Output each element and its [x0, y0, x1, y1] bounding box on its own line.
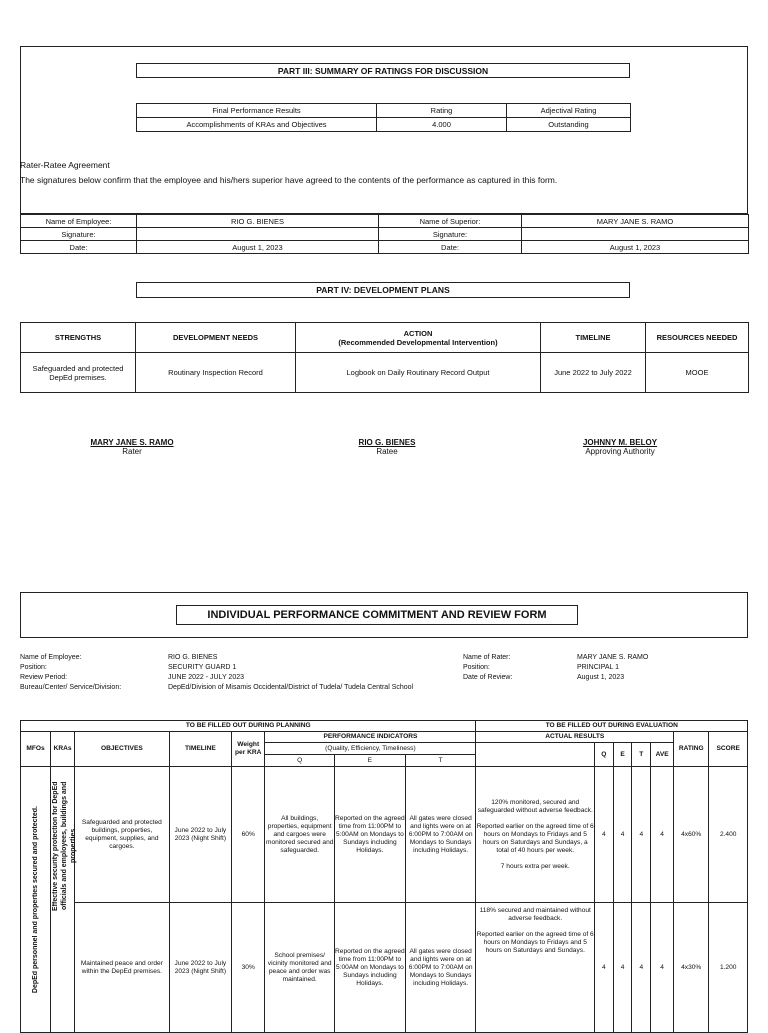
col-pi-e: E: [335, 755, 406, 767]
part4-header: STRENGTHS: [21, 323, 136, 353]
col-score: SCORE: [709, 732, 748, 767]
col-timeline: TIMELINE: [169, 732, 231, 767]
objective-cell: Maintained peace and order within the DepEd premises.: [75, 903, 170, 1033]
indicator-q-cell: School premises/ vicinity monitored and peace and order was maintained.: [265, 903, 335, 1033]
info-value: RIO G. BIENES: [168, 654, 218, 661]
signatory-name: MARY JANE S. RAMO: [90, 438, 174, 447]
score-cell: 1.200: [709, 903, 748, 1033]
col-actual-results: ACTUAL RESULTS: [476, 732, 674, 743]
part3-table: [136, 103, 631, 132]
part4-cell: Logbook on Daily Routinary Record Output: [296, 353, 541, 393]
agreement-label: Name of Employee:: [21, 215, 137, 228]
agreement-value: RIO G. BIENES: [137, 215, 379, 228]
part4-title: PART IV: DEVELOPMENT PLANS: [136, 282, 630, 298]
weight-cell: 60%: [232, 767, 265, 903]
timeline-cell: June 2022 to July 2023 (Night Shift): [169, 903, 231, 1033]
part4-cell: MOOE: [646, 353, 749, 393]
info-value: PRINCIPAL 1: [577, 664, 620, 671]
col-pi-sub: (Quality, Efficiency, Timeliness): [265, 743, 476, 755]
info-label: Name of Employee:: [20, 654, 82, 661]
part4-header: RESOURCES NEEDED: [646, 323, 749, 353]
col-objectives: OBJECTIVES: [75, 732, 170, 767]
ipcr-title: INDIVIDUAL PERFORMANCE COMMITMENT AND REVIEW FORM: [176, 605, 578, 625]
col-t: T: [632, 743, 651, 767]
actual-result-line: 120% monitored, secured and safeguarded without adverse feedback.: [477, 798, 593, 814]
col-rating: RATING: [674, 732, 709, 767]
info-label: Date of Review:: [463, 674, 513, 681]
indicator-t-cell: All gates were closed and lights were on at 6:00PM to 7:00AM on Mondays to Sundays including Holidays.: [405, 903, 476, 1033]
agreement-label: Date:: [379, 241, 522, 254]
signatory-name: RIO G. BIENES: [358, 438, 416, 447]
actual-results-cell: [476, 903, 595, 1033]
col-e: E: [613, 743, 632, 767]
part4-cell: June 2022 to July 2022: [541, 353, 646, 393]
ipcr-table: [20, 720, 748, 1033]
info-label: Position:: [463, 664, 490, 671]
agreement-label: Signature:: [21, 228, 137, 241]
info-value: DepEd/Division of Misamis Occidental/District of Tudela/ Tudela Central School: [168, 684, 414, 691]
signatory-name: JOHNNY M. BELOY: [582, 438, 658, 447]
ipcr-info-right: [463, 654, 747, 681]
actual-result-line: Reported earlier on the agreed time of 6 hours on Mondays to Fridays and 5 hours on Saturdays and Sundays, a total of 40 hours per week.: [476, 822, 594, 854]
action-sublabel: (Recommended Developmental Intervention): [338, 337, 498, 347]
part3-header: Adjectival Rating: [507, 104, 631, 118]
part3-cell: 4.000: [377, 118, 507, 132]
part3-cell: Accomplishments of KRAs and Objectives: [137, 118, 377, 132]
agreement-label: Name of Superior:: [379, 215, 522, 228]
actual-result-line: 118% secured and maintained without adverse feedback.: [479, 907, 591, 922]
agreement-heading: Rater-Ratee Agreement: [20, 160, 110, 170]
score-ave-cell: 4: [651, 767, 674, 903]
col-actual-blank: [476, 743, 595, 767]
part4-table: [20, 322, 749, 393]
indicator-e-cell: Reported on the agreed time from 11:00PM to 5:00AM on Mondays to Sundays including Holidays.: [335, 903, 406, 1033]
score-ave-cell: 4: [651, 903, 674, 1033]
objective-cell: Safeguarded and protected buildings, properties, equipment, supplies, and cargoes.: [75, 767, 170, 903]
part4-header: TIMELINE: [541, 323, 646, 353]
indicator-e-cell: Reported on the agreed time from 11:00PM to 5:00AM on Mondays to Sundays including Holidays.: [335, 767, 406, 903]
info-label: Position:: [20, 664, 47, 671]
signatory-role: Rater: [122, 447, 142, 456]
band-planning: TO BE FILLED OUT DURING PLANNING: [21, 721, 476, 732]
actual-result-line: 7 hours extra per week.: [500, 862, 570, 870]
signature-field[interactable]: [137, 228, 379, 241]
signatory-role: Ratee: [376, 447, 398, 456]
indicator-q-cell: All buildings, properties, equipment and cargoes were monitored secured and safeguarded.: [265, 767, 335, 903]
signatory-role: Approving Authority: [585, 447, 655, 456]
part4-cell: Safeguarded and protected DepEd premises.: [21, 353, 136, 393]
score-cell: 2.400: [709, 767, 748, 903]
mfo-cell: [21, 767, 51, 1033]
part4-header-action: [296, 323, 541, 353]
agreement-label: Signature:: [379, 228, 522, 241]
col-pi-q: Q: [265, 755, 335, 767]
info-label: Review Period:: [20, 674, 68, 681]
part3-header: Rating: [377, 104, 507, 118]
info-label: Bureau/Center/ Service/Division:: [20, 684, 122, 691]
agreement-value: MARY JANE S. RAMO: [522, 215, 749, 228]
signature-field[interactable]: [522, 228, 749, 241]
part3-cell: Outstanding: [507, 118, 631, 132]
score-t-cell: 4: [632, 903, 651, 1033]
agreement-table: [20, 214, 749, 254]
signatory-rater: [72, 438, 192, 456]
score-q-cell: 4: [595, 903, 614, 1033]
rating-cell: 4x30%: [674, 903, 709, 1033]
agreement-label: Date:: [21, 241, 137, 254]
score-e-cell: 4: [613, 767, 632, 903]
agreement-text: The signatures below confirm that the employee and his/hers superior have agreed to the contents of the performance as captured in this form.: [20, 175, 558, 185]
col-ave: AVE: [651, 743, 674, 767]
col-kras: KRAs: [51, 732, 75, 767]
col-performance-indicators: PERFORMANCE INDICATORS: [265, 732, 476, 743]
kra-cell: [51, 767, 78, 1033]
score-q-cell: 4: [595, 767, 614, 903]
timeline-cell: June 2022 to July 2023 (Night Shift): [169, 767, 231, 903]
col-pi-t: T: [405, 755, 476, 767]
signatory-approver: [560, 438, 680, 456]
part4-header: DEVELOPMENT NEEDS: [136, 323, 296, 353]
band-evaluation: TO BE FILLED OUT DURING EVALUATION: [476, 721, 748, 732]
info-value: MARY JANE S. RAMO: [577, 654, 649, 661]
actual-results-cell: [476, 767, 595, 903]
action-label: ACTION: [403, 328, 433, 338]
agreement-value: August 1, 2023: [522, 241, 749, 254]
info-value: August 1, 2023: [577, 674, 625, 681]
actual-result-line: Reported earlier on the agreed time of 6 hours on Mondays to Fridays and 5 hours on Saturdays and Sundays.: [476, 931, 594, 954]
mfo-text: DepEd personnel and properties secured and protected.: [32, 805, 40, 994]
score-e-cell: 4: [613, 903, 632, 1033]
info-value: SECURITY GUARD 1: [168, 664, 237, 671]
agreement-value: August 1, 2023: [137, 241, 379, 254]
col-mfos: MFOs: [21, 732, 51, 767]
col-weight: Weight per KRA: [232, 732, 265, 767]
kra-text: Effective security protection for DepEd officials and employees, buildings and properties: [52, 781, 78, 911]
score-t-cell: 4: [632, 767, 651, 903]
ipcr-info-left: [20, 654, 468, 691]
weight-cell: 30%: [232, 903, 265, 1033]
part3-title: PART III: SUMMARY OF RATINGS FOR DISCUSSION: [136, 63, 630, 78]
col-q: Q: [595, 743, 614, 767]
signatory-ratee: [327, 438, 447, 456]
rating-cell: 4x60%: [674, 767, 709, 903]
info-label: Name of Rater:: [463, 654, 511, 661]
indicator-t-cell: All gates were closed and lights were on at 6:00PM to 7:00AM on Mondays to Sundays including Holidays.: [405, 767, 476, 903]
part3-header: Final Performance Results: [137, 104, 377, 118]
part4-cell: Routinary Inspection Record: [136, 353, 296, 393]
info-value: JUNE 2022 - JULY 2023: [168, 674, 245, 681]
